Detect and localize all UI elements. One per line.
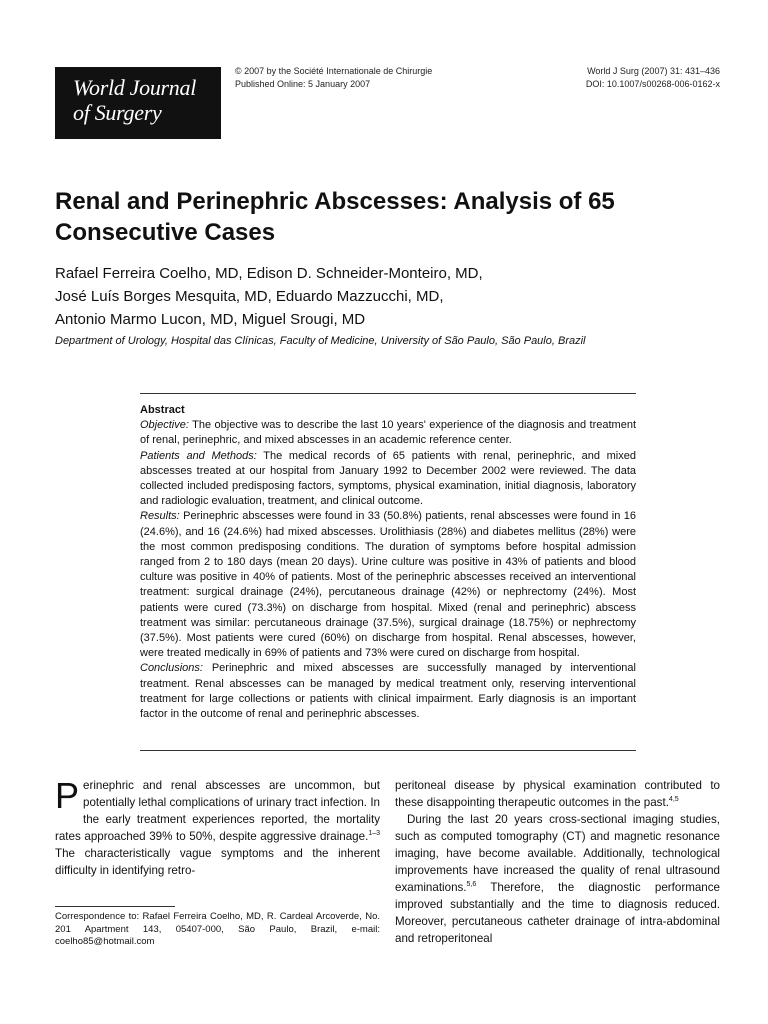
- author-list: [55, 262, 483, 331]
- intro-paragraph: [55, 777, 380, 879]
- imaging-paragraph: [395, 811, 720, 947]
- affiliation: Department of Urology, Hospital das Clínicas, Faculty of Medicine, University of São Paulo, São Paulo, Brazil: [55, 335, 586, 347]
- title-line2: Consecutive Cases: [55, 219, 276, 246]
- author-line: Antonio Marmo Lucon, MD, Miguel Srougi, MD: [55, 311, 366, 328]
- results-label: Results:: [140, 510, 180, 523]
- abstract-conclusions: [140, 661, 636, 722]
- abstract: [140, 403, 636, 722]
- intro-text-a: erinephric and renal abscesses are uncommon, but potentially lethal complications of urinary tract infection. In the early treatment experiences reported, the mortality rates approached 39% to 50%, despite aggressive drainage.: [55, 779, 380, 843]
- methods-label: Patients and Methods:: [140, 449, 257, 462]
- objective-label: Objective:: [140, 419, 189, 432]
- intro-text-b: The characteristically vague symptoms and the inherent difficulty in identifying retro-: [55, 847, 380, 877]
- abstract-bottom-rule: [140, 750, 636, 751]
- continuation-paragraph: [395, 777, 720, 811]
- conclusions-label: Conclusions:: [140, 662, 203, 675]
- footnote-rule: [55, 906, 175, 907]
- body-column-left: [55, 777, 380, 879]
- imaging-text-b: Therefore, the diagnostic performance improved substantially and the time to diagnosis reduced. Moreover, percutaneous catheter drainage of intra-abdominal and retroperitoneal: [395, 881, 720, 945]
- title-line1: Renal and Perinephric Abscesses: Analysis of 65: [55, 188, 615, 215]
- reference-marker: 1–3: [368, 830, 380, 838]
- abstract-heading: Abstract: [140, 404, 185, 416]
- reference-marker: 5,6: [466, 881, 477, 889]
- journal-logo-line2: of Surgery: [73, 100, 162, 125]
- continuation-text: peritoneal disease by physical examination contributed to these disappointing therapeutic outcomes in the past.: [395, 779, 720, 809]
- objective-text: The objective was to describe the last 10 years' experience of the diagnosis and treatment of renal, perinephric, and mixed abscesses in an academic reference center.: [140, 419, 636, 447]
- copyright-line: © 2007 by the Société Internationale de Chirurgie: [235, 66, 433, 76]
- reference-marker: 4,5: [668, 796, 679, 804]
- citation: World J Surg (2007) 31: 431–436: [587, 66, 720, 76]
- article-title: [55, 186, 735, 248]
- drop-cap: P: [55, 775, 80, 816]
- journal-logo-line1: World Journal: [73, 75, 197, 100]
- abstract-top-rule: [140, 393, 636, 394]
- methods-text: The medical records of 65 patients with renal, perinephric, and mixed abscesses treated at our hospital from January 1992 to December 2002 were reviewed. The data collected included predisposing factors, symptoms, physical examination, initial diagnosis, laboratory and radiologic evaluation, treatment, and clinical outcome.: [140, 449, 636, 508]
- published-date: Published Online: 5 January 2007: [235, 79, 371, 89]
- author-line: José Luís Borges Mesquita, MD, Eduardo Mazzucchi, MD,: [55, 288, 444, 305]
- abstract-objective: [140, 418, 636, 448]
- author-line: Rafael Ferreira Coelho, MD, Edison D. Schneider-Monteiro, MD,: [55, 265, 483, 282]
- conclusions-text: Perinephric and mixed abscesses are successfully managed by interventional treatment. Renal abscesses can be managed by medical treatment only, reserving interventional treatment for large collections or patients with clinical impairment. Early diagnosis is an important factor in the outcome of renal and perinephric abscesses.: [140, 662, 636, 721]
- body-column-right: [395, 777, 720, 947]
- abstract-results: [140, 509, 636, 661]
- results-text: Perinephric abscesses were found in 33 (50.8%) patients, renal abscesses were found in 16 (24.6%), and 16 (24.6%) had mixed abscesses. Urolithiasis (28%) and diabetes mellitus (28%) were the most common predisposing conditions. The duration of symptoms before hospital admission ranged from 2 to 180 days (mean 20 days). Urine culture was positive in 43% of patients and blood culture was positive in 40% of patients. Most of the perinephric abscesses received an interventional treatment: surgical drainage (24%), percutaneous drainage (42%) or nephrectomy (24%). Most patients were cured (73.3%) on discharge from hospital. Mixed (renal and perinephric) abscess treatment was similar: percutaneous drainage (37.5%), surgical drainage (18.75%) or nephrectomy (37.5%). Most patients were cured (60%) on discharge from hospital. Renal abscesses, however, were treated medically in 69% of patients and 73% were cured on discharge from hospital.: [140, 510, 636, 660]
- abstract-methods: [140, 449, 636, 510]
- imaging-text-a: During the last 20 years cross-sectional imaging studies, such as computed tomography (CT) and magnetic resonance imaging, have become available. Additionally, technological improvements have increased the quality of renal ultrasound examinations.: [395, 813, 720, 894]
- citation-info: [560, 65, 720, 91]
- publication-info: [235, 65, 432, 91]
- correspondence-note: Correspondence to: Rafael Ferreira Coelho, MD, R. Cardeal Arcoverde, No. 201 Apartment 143, 05407-000, São Paulo, Brazil, e-mail: coelho85@hotmail.com: [55, 911, 380, 947]
- doi: DOI: 10.1007/s00268-006-0162-x: [585, 79, 720, 89]
- journal-logo: [55, 67, 221, 139]
